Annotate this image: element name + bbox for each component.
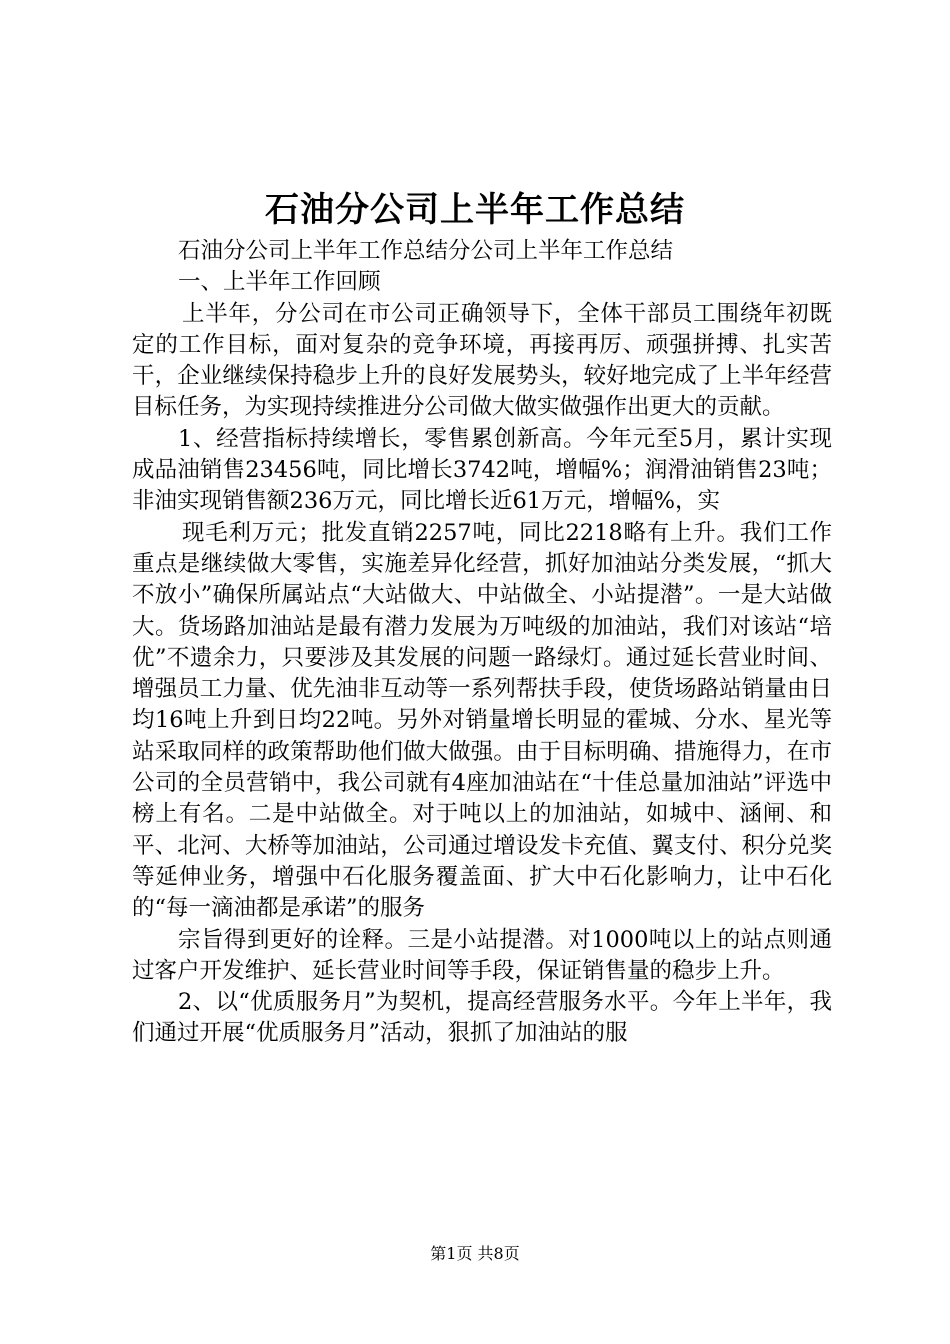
section-heading: 一、上半年工作回顾 <box>178 269 381 296</box>
paragraph-item-2: 2、以“优质服务月”为契机，提高经营服务水平。今年上半年，我们通过开展“优质服务月”活动，狠抓了加油站的服 <box>132 989 832 1047</box>
document-body <box>132 236 832 1050</box>
paragraph-review: 上半年，分公司在市公司正确领导下，全体干部员工围绕年初既定的工作目标，面对复杂的竞争环境，再接再厉、顽强拼搏、扎实苦干，企业继续保持稳步上升的良好发展势头，较好地完成了上半年经营目标任务，为实现持续推进分公司做大做实做强作出更大的贡献。 <box>132 300 832 421</box>
paragraph-item-1-end: 宗旨得到更好的诠释。三是小站提潜。对1000吨以上的站点则通过客户开发维护、延长营业时间等手段，保证销售量的稳步上升。 <box>132 926 832 984</box>
page-footer: 第1页 共8页 <box>430 1244 520 1263</box>
document-title: 石油分公司上半年工作总结 <box>265 190 685 230</box>
paragraph-item-1-continued: 现毛利万元；批发直销2257吨，同比2218略有上升。我们工作重点是继续做大零售，实施差异化经营，抓好加油站分类发展，“抓大不放小”确保所属站点“大站做大、中站做全、小站提潜”。一是大站做大。货场路加油站是最有潜力发展为万吨级的加油站，我们对该站“培优”不遗余力，只要涉及其发展的问题一路绿灯。通过延长营业时间、增强员工力量、优先油非互动等一系列帮扶手段，使货场路站销量由日均16吨上升到日均22吨。另外对销量增长明显的霍城、分水、星光等站采取同样的政策帮助他们做大做强。由于目标明确、措施得力，在市公司的全员营销中，我公司就有4座加油站在“十佳总量加油站”评选中榜上有名。二是中站做全。对于吨以上的加油站，如城中、涵闸、和平、北河、大桥等加油站，公司通过增设发卡充值、翼支付、积分兑奖等延伸业务，增强中石化服务覆盖面、扩大中石化影响力，让中石化的“每一滴油都是承诺”的服务 <box>132 519 832 922</box>
paragraph-item-1: 1、经营指标持续增长，零售累创新高。今年元至5月，累计实现成品油销售23456吨，同比增长3742吨，增幅%；润滑油销售23吨；非油实现销售额236万元，同比增长近61万元，增幅%，实 <box>132 425 832 515</box>
paragraph-subtitle: 石油分公司上半年工作总结分公司上半年工作总结 <box>178 238 674 264</box>
